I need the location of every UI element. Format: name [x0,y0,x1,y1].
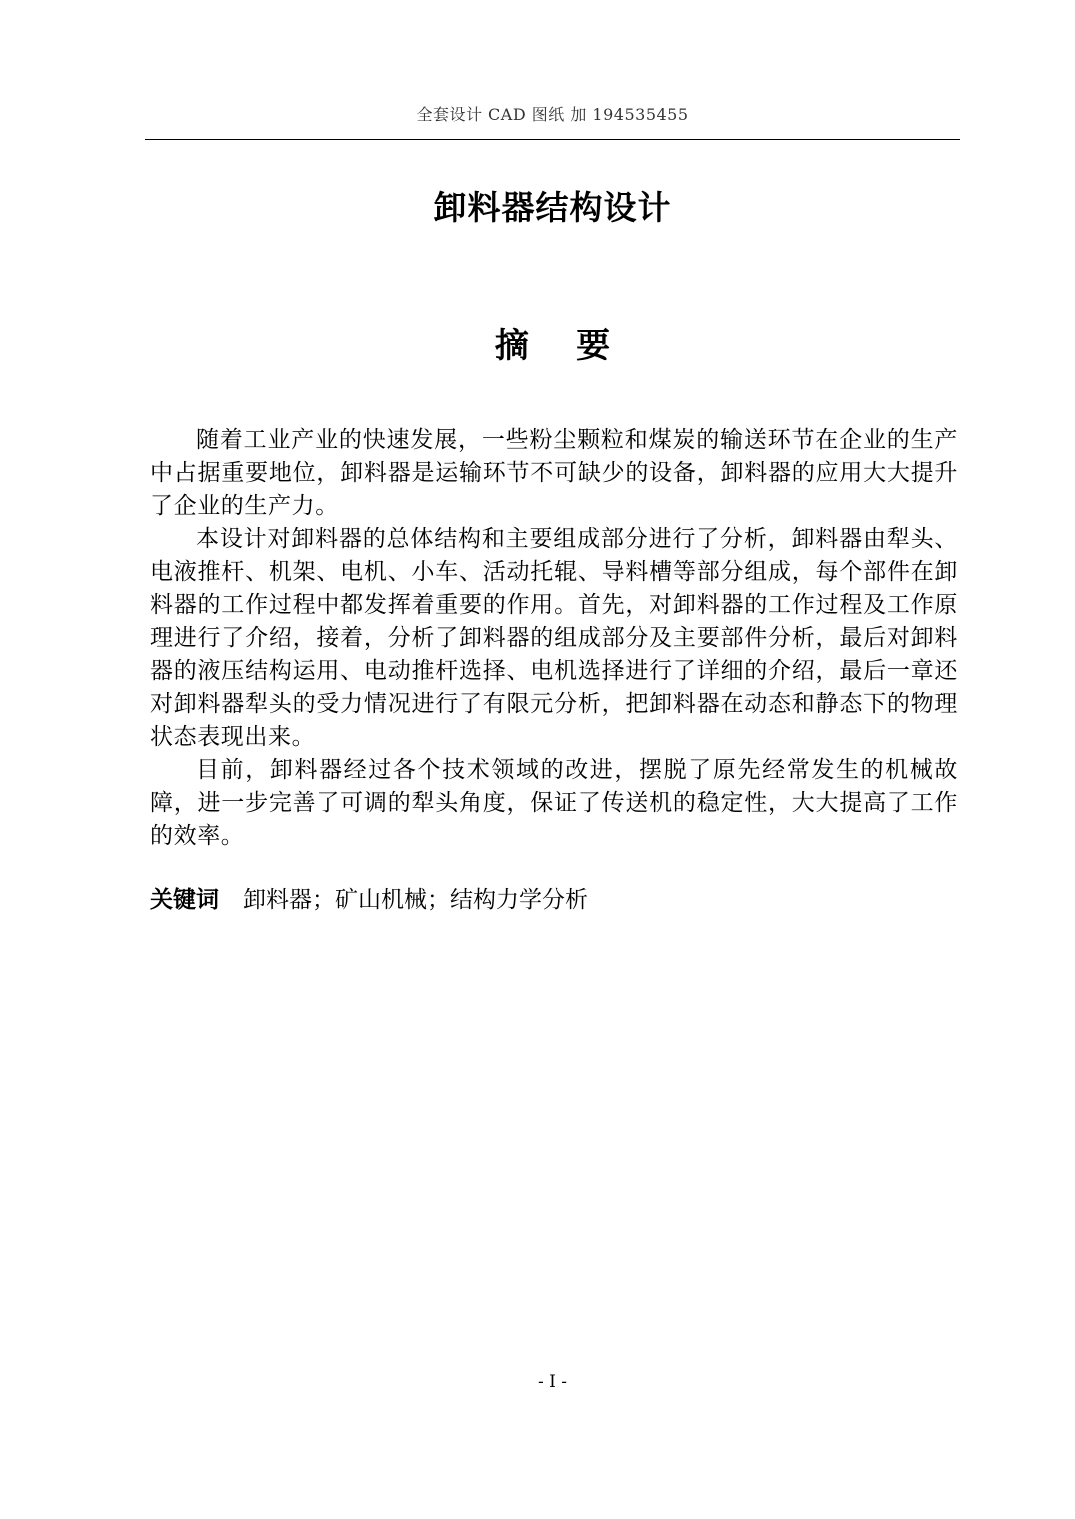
document-title: 卸料器结构设计 [433,188,672,227]
keywords-label: 关键词 [150,887,219,913]
abstract-heading: 摘 要 [494,326,611,366]
page-number: - I - [537,1372,567,1392]
abstract-body [150,424,958,853]
keywords-value: 卸料器；矿山机械；结构力学分析 [243,887,588,913]
running-header: 全套设计 CAD 图纸 加 194535455 [416,105,689,124]
keywords-line [150,884,958,917]
abstract-paragraph-2: 本设计对卸料器的总体结构和主要组成部分进行了分析，卸料器由犁头、电液推杆、机架、电机、小车、活动托辊、导料槽等部分组成，每个部件在卸料器的工作过程中都发挥着重要的作用。首先，对卸料器的工作过程及工作原理进行了介绍，接着，分析了卸料器的组成部分及主要部件分析，最后对卸料器的液压结构运用、电动推杆选择、电机选择进行了详细的介绍，最后一章还对卸料器犁头的受力情况进行了有限元分析，把卸料器在动态和静态下的物理状态表现出来。 [150,526,958,750]
abstract-paragraph-3: 目前，卸料器经过各个技术领域的改进，摆脱了原先经常发生的机械故障，进一步完善了可调的犁头角度，保证了传送机的稳定性，大大提高了工作的效率。 [150,757,958,849]
header-divider [145,139,960,140]
abstract-paragraph-1: 随着工业产业的快速发展，一些粉尘颗粒和煤炭的输送环节在企业的生产中占据重要地位，卸料器是运输环节不可缺少的设备，卸料器的应用大大提升了企业的生产力。 [150,427,958,519]
